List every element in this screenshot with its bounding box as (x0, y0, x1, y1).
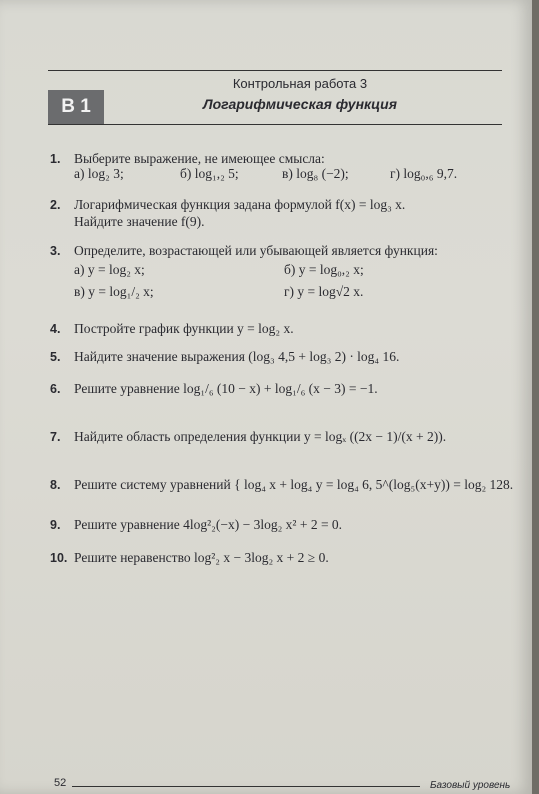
task-5 (50, 348, 399, 366)
task-number: 3. (50, 244, 61, 258)
task-2 (50, 196, 405, 214)
task-8 (50, 476, 513, 494)
task1-option-a: а) log₂ 3; (74, 166, 124, 181)
task-number: 6. (50, 382, 61, 396)
task-text: Определите, возрастающей или убывающей является функция: (74, 243, 438, 258)
task-text: Решите уравнение 4log²₂(−x) − 3log₂ x² + 2 = 0. (74, 517, 343, 532)
task3-option-d: г) y = log√2 x. (284, 284, 364, 299)
task-text: Решите уравнение log₁/₆ (10 − x) + log₁/₆ (x − 3) = −1. (74, 381, 378, 396)
task-number: 1. (50, 152, 61, 166)
task-number: 10. (50, 551, 68, 565)
test-title: Логарифмическая функция (203, 96, 397, 112)
task-text: Выберите выражение, не имеющее смысла: (74, 151, 325, 166)
task-text: Решите систему уравнений { log₄ x + log₄ y = log₄ 6, 5^(log₅(x+y)) = log₂ 128. (74, 477, 514, 492)
header-top-rule (48, 70, 502, 71)
task-number: 7. (50, 430, 61, 444)
task-text: Постройте график функции y = log₂ x. (74, 321, 294, 336)
task3-option-a: а) y = log₂ x; (74, 262, 145, 277)
task3-option-b: б) y = log₀,₂ x; (284, 262, 364, 277)
task1-option-d: г) log₀,₆ 9,7. (390, 166, 458, 181)
task-4 (50, 320, 294, 338)
task-10 (50, 549, 329, 567)
task2-line2: Найдите значение f(9). (74, 214, 205, 229)
task-6 (50, 380, 378, 398)
task1-option-b: б) log₁,₂ 5; (180, 166, 239, 181)
test-subtitle: Контрольная работа 3 (232, 76, 368, 91)
task-text: Решите неравенство log²₂ x − 3log₂ x + 2 ≥ 0. (74, 550, 329, 565)
task-number: 5. (50, 350, 61, 364)
variant-badge: В 1 (48, 90, 104, 124)
task3-option-c: в) y = log₁/₂ x; (74, 284, 154, 299)
task-number: 2. (50, 198, 61, 212)
page-number: 52 (54, 777, 67, 789)
task-3 (50, 242, 438, 260)
task-text: Найдите область определения функции y = logₓ ((2x − 1)/(x + 2)). (74, 429, 447, 444)
task-number: 9. (50, 518, 61, 532)
task1-option-c: в) log₈ (−2); (282, 166, 349, 181)
task-text: Логарифмическая функция задана формулой f(x) = log₃ x. (74, 197, 406, 212)
footer-label: Базовый уровень (430, 780, 511, 791)
task-7 (50, 428, 446, 446)
footer-rule (72, 786, 420, 787)
task-9 (50, 516, 342, 534)
task-number: 8. (50, 478, 61, 492)
task-number: 4. (50, 322, 61, 336)
task-text: Найдите значение выражения (log₃ 4,5 + log₃ 2) · log₄ 16. (74, 349, 400, 364)
